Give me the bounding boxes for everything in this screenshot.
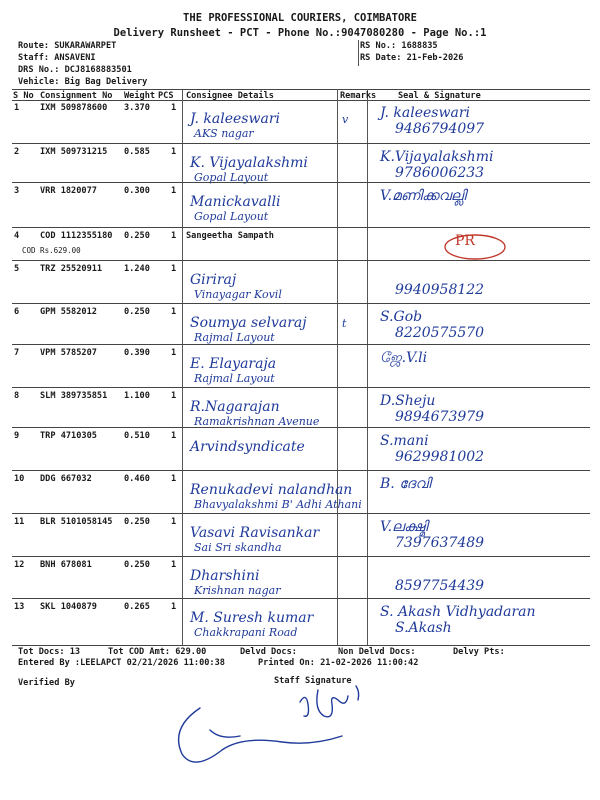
staff-label: Staff: ANSAVENI <box>18 53 96 63</box>
printed-on: Printed On: 21-02-2026 11:00:42 <box>258 658 419 668</box>
row-separator <box>12 344 590 345</box>
row-consignee-handwritten: M. Suresh kumar <box>190 610 314 626</box>
row-pcs: 1 <box>171 307 177 317</box>
row-signature-phone: 8220575570 <box>395 325 485 341</box>
header-remarks: Remarks <box>340 91 377 101</box>
delivered-docs: Delvd Docs: <box>240 647 297 657</box>
row-seal-signature: S.Gob <box>380 309 423 325</box>
rs-date: RS Date: 21-Feb-2026 <box>360 53 464 63</box>
row-weight: 1.240 <box>124 264 150 274</box>
row-weight: 0.510 <box>124 431 150 441</box>
row-seal-signature: PR <box>455 233 475 249</box>
row-consignment-no: IXM 509878600 <box>40 103 108 113</box>
seal-column-line <box>367 89 368 645</box>
header-consignment: Consignment No <box>40 91 113 101</box>
row-consignee-handwritten: Renukadevi nalandhan <box>190 482 353 498</box>
row-pcs: 1 <box>171 517 177 527</box>
row-weight: 0.390 <box>124 348 150 358</box>
row-seal-signature: J. kaleeswari <box>380 105 470 121</box>
row-sno: 11 <box>14 517 25 527</box>
row-consignment-no: IXM 509731215 <box>40 147 108 157</box>
row-weight: 0.250 <box>124 307 150 317</box>
row-consignee-address: Gopal Layout <box>194 210 269 223</box>
row-weight: 0.250 <box>124 517 150 527</box>
header-pcs: PCS <box>158 91 174 101</box>
row-pcs: 1 <box>171 186 177 196</box>
row-separator <box>12 387 590 388</box>
row-seal-signature: K.Vijayalakshmi <box>380 149 494 165</box>
row-seal-signature: S. Akash Vidhyadaran <box>380 604 536 620</box>
row-sno: 3 <box>14 186 20 196</box>
row-signature-phone: 9786006233 <box>395 165 485 181</box>
row-weight: 0.250 <box>124 231 150 241</box>
row-weight: 0.585 <box>124 147 150 157</box>
non-delivered-docs: Non Delvd Docs: <box>338 647 416 657</box>
row-consignee-handwritten: Dharshini <box>190 568 260 584</box>
row-sno: 7 <box>14 348 20 358</box>
row-consignee-handwritten: Manickavalli <box>190 194 281 210</box>
drs-number: DRS No.: DCJ8168883501 <box>18 65 132 75</box>
row-consignment-no: COD 1112355180 <box>40 231 113 241</box>
row-consignment-no: BLR 5101058145 <box>40 517 113 527</box>
row-seal-signature: D.Sheju <box>380 393 436 409</box>
row-consignee-handwritten: Soumya selvaraj <box>190 315 307 331</box>
header-sno: S No <box>13 91 34 101</box>
staff-signature-label: Staff Signature <box>274 676 352 686</box>
row-weight: 0.300 <box>124 186 150 196</box>
row-consignment-no: TRP 4710305 <box>40 431 97 441</box>
row-cod-amount: COD Rs.629.00 <box>22 246 81 255</box>
row-consignee: Sangeetha Sampath <box>186 231 274 241</box>
row-consignee-handwritten: K. Vijayalakshmi <box>190 155 308 171</box>
row-consignee-address: Vinayagar Kovil <box>194 288 282 301</box>
row-separator <box>12 143 590 144</box>
row-consignee-handwritten: J. kaleeswari <box>190 111 280 127</box>
header-seal-signature: Seal & Signature <box>398 91 481 101</box>
row-separator <box>12 227 590 228</box>
row-separator <box>12 556 590 557</box>
row-consignee-handwritten: E. Elayaraja <box>190 356 277 372</box>
row-signature-phone: S.Akash <box>395 620 452 636</box>
row-separator <box>12 303 590 304</box>
row-seal-signature: V.ലക്ഷ്മി <box>380 519 428 535</box>
verified-by-label: Verified By <box>18 678 75 688</box>
row-pcs: 1 <box>171 602 177 612</box>
entered-by: Entered By :LEELAPCT 02/21/2026 11:00:38 <box>18 658 225 668</box>
row-consignee-handwritten: Giriraj <box>190 272 237 288</box>
row-sno: 10 <box>14 474 25 484</box>
row-sno: 6 <box>14 307 20 317</box>
row-remark: t <box>342 317 347 330</box>
delivery-points: Delvy Pts: <box>453 647 505 657</box>
row-consignee-address: AKS nagar <box>194 127 254 140</box>
row-remark: v <box>342 113 349 126</box>
row-seal-signature: B. ദേവി <box>380 476 431 492</box>
row-signature-phone: 7397637489 <box>395 535 485 551</box>
row-consignee-address: Gopal Layout <box>194 171 269 184</box>
header-consignee: Consignee Details <box>186 91 274 101</box>
row-sno: 2 <box>14 147 20 157</box>
row-signature-phone: 9940958122 <box>395 282 485 298</box>
row-weight: 1.100 <box>124 391 150 401</box>
staff-signature <box>170 680 390 775</box>
row-consignee-address: Sai Sri skandha <box>194 541 282 554</box>
row-consignment-no: VPM 5785207 <box>40 348 97 358</box>
row-separator <box>12 182 590 183</box>
row-sno: 8 <box>14 391 20 401</box>
runsheet-subtitle: Delivery Runsheet - PCT - Phone No.:9047080280 - Page No.:1 <box>113 27 487 39</box>
row-seal-signature: S.mani <box>380 433 429 449</box>
row-pcs: 1 <box>171 348 177 358</box>
row-pcs: 1 <box>171 147 177 157</box>
company-title: THE PROFESSIONAL COURIERS, COIMBATORE <box>183 12 417 24</box>
row-signature-phone: 9486794097 <box>395 121 485 137</box>
row-consignee-handwritten: Arvindsyndicate <box>190 439 305 455</box>
row-seal-signature: ஜே.V.li <box>380 350 428 366</box>
row-consignee-address: Bhavyalakshmi B' Adhi Athani <box>194 498 362 511</box>
row-separator <box>12 427 590 428</box>
row-weight: 0.460 <box>124 474 150 484</box>
row-consignment-no: SKL 1040879 <box>40 602 97 612</box>
vehicle-label: Vehicle: Big Bag Delivery <box>18 77 148 87</box>
row-sno: 12 <box>14 560 25 570</box>
row-weight: 3.370 <box>124 103 150 113</box>
row-signature-phone: 9629981002 <box>395 449 485 465</box>
row-consignee-address: Krishnan nagar <box>194 584 281 597</box>
row-seal-signature: V.മണിക്കവല്ലി <box>380 188 466 204</box>
remarks-column-line <box>337 89 338 645</box>
row-consignee-address: Chakkrapani Road <box>194 626 298 639</box>
row-signature-phone: 9894673979 <box>395 409 485 425</box>
row-separator <box>12 513 590 514</box>
row-separator <box>12 598 590 599</box>
row-consignment-no: BNH 678081 <box>40 560 92 570</box>
total-docs: Tot Docs: 13 <box>18 647 81 657</box>
row-sno: 5 <box>14 264 20 274</box>
row-pcs: 1 <box>171 264 177 274</box>
route-label: Route: SUKARAWARPET <box>18 41 117 51</box>
pr-stamp-circle <box>440 232 510 262</box>
row-consignee-handwritten: R.Nagarajan <box>190 399 280 415</box>
row-pcs: 1 <box>171 103 177 113</box>
row-pcs: 1 <box>171 474 177 484</box>
row-sno: 9 <box>14 431 20 441</box>
row-consignment-no: GPM 5582012 <box>40 307 97 317</box>
row-pcs: 1 <box>171 231 177 241</box>
row-signature-phone: 8597754439 <box>395 578 485 594</box>
rs-number: RS No.: 1688835 <box>360 41 438 51</box>
row-consignee-address: Rajmal Layout <box>194 331 275 344</box>
row-weight: 0.265 <box>124 602 150 612</box>
row-sno: 1 <box>14 103 20 113</box>
total-cod-amount: Tot COD Amt: 629.00 <box>108 647 207 657</box>
table-bottom-line <box>12 645 590 646</box>
row-consignment-no: VRR 1820077 <box>40 186 97 196</box>
table-top-line <box>12 89 590 90</box>
row-consignee-address: Ramakrishnan Avenue <box>194 415 320 428</box>
row-consignee-handwritten: Vasavi Ravisankar <box>190 525 320 541</box>
header-divider <box>358 40 359 66</box>
row-weight: 0.250 <box>124 560 150 570</box>
row-separator <box>12 470 590 471</box>
consignee-column-line <box>182 89 183 645</box>
row-pcs: 1 <box>171 391 177 401</box>
row-sno: 13 <box>14 602 25 612</box>
row-pcs: 1 <box>171 431 177 441</box>
row-consignee-address: Rajmal Layout <box>194 372 275 385</box>
row-consignment-no: TRZ 25520911 <box>40 264 103 274</box>
row-consignment-no: DDG 667032 <box>40 474 92 484</box>
row-consignment-no: SLM 389735851 <box>40 391 108 401</box>
row-pcs: 1 <box>171 560 177 570</box>
header-weight: Weight <box>124 91 156 101</box>
row-sno: 4 <box>14 231 20 241</box>
